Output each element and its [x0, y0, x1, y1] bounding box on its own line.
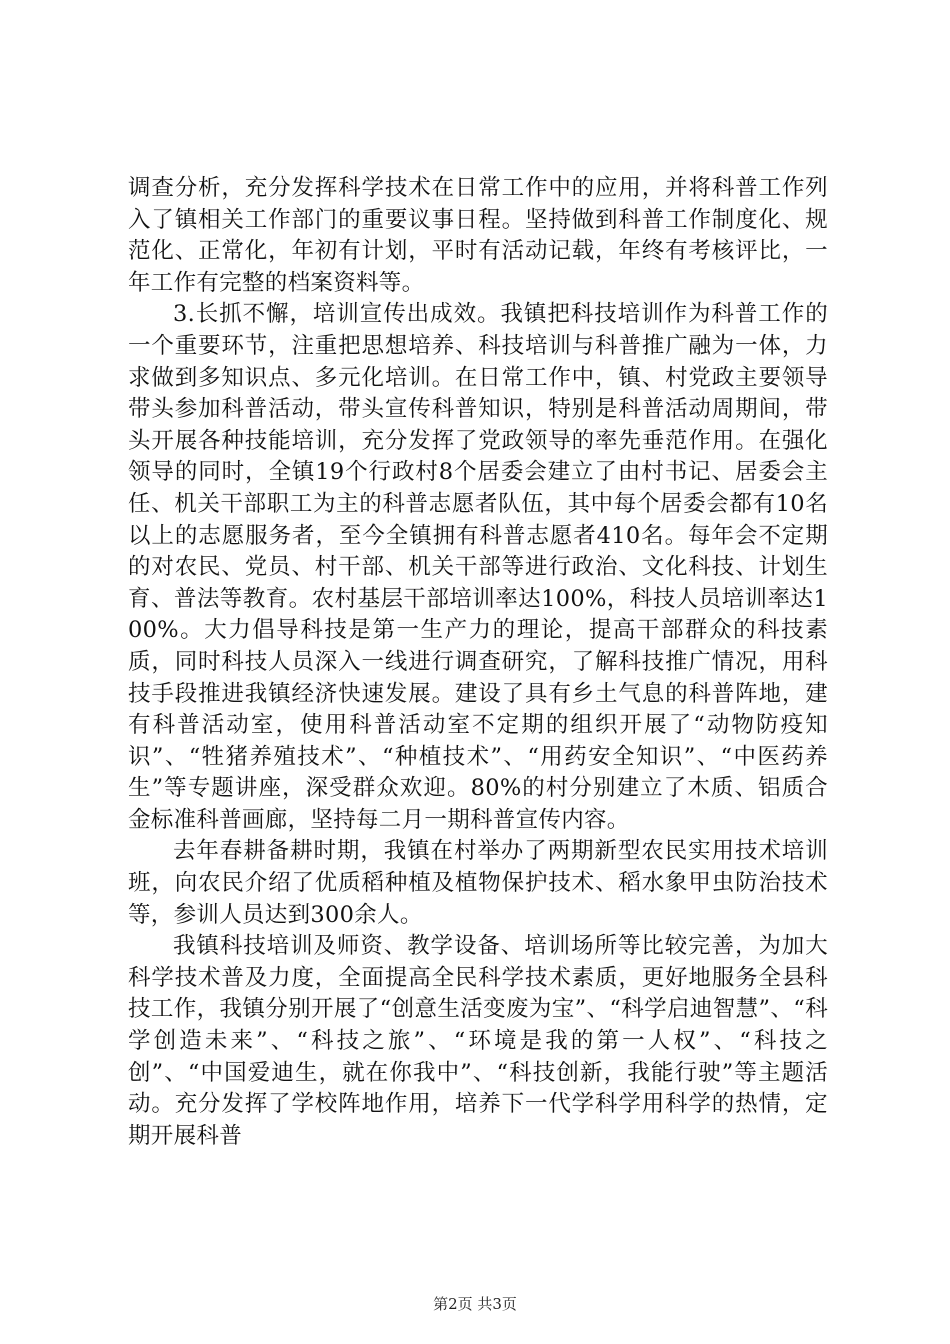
paragraph-4: 我镇科技培训及师资、教学设备、培训场所等比较完善，为加大科学技术普及力度，全面提高全民科学技术素质，更好地服务全县科技工作，我镇分别开展了“创意生活变废为宝”、“科学启迪智慧”、“科学创造未来”、“科技之旅”、“环境是我的第一人权”、“科技之创”、“中国爱迪生，就在你我中”、“科技创新，我能行驶”等主题活动。充分发挥了学校阵地作用，培养下一代学科学用科学的热情，定期开展科普 — [128, 933, 828, 1149]
paragraph-1: 调查分析，充分发挥科学技术在日常工作中的应用，并将科普工作列入了镇相关工作部门的重要议事日程。坚持做到科普工作制度化、规范化、正常化，年初有计划，平时有活动记载，年终有考核评比，一年工作有完整的档案资料等。 — [128, 175, 828, 296]
paragraph-3: 去年春耕备耕时期，我镇在村举办了两期新型农民实用技术培训班，向农民介绍了优质稻种植及植物保护技术、稻水象甲虫防治技术等，参训人员达到300余人。 — [128, 838, 828, 928]
document-body — [128, 173, 828, 1152]
page-number-footer: 第2页 共3页 — [433, 1295, 517, 1313]
paragraph-2: 3.长抓不懈，培训宣传出成效。我镇把科技培训作为科普工作的一个重要环节，注重把思想培养、科技培训与科普推广融为一体，力求做到多知识点、多元化培训。在日常工作中，镇、村党政主要领导带头参加科普活动，带头宣传科普知识，特别是科普活动周期间，带头开展各种技能培训，充分发挥了党政领导的率先垂范作用。在强化领导的同时，全镇19个行政村8个居委会建立了由村书记、居委会主任、机关干部职工为主的科普志愿者队伍，其中每个居委会都有10名以上的志愿服务者，至今全镇拥有科普志愿者410名。每年会不定期的对农民、党员、村干部、机关干部等进行政治、文化科技、计划生育、普法等教育。农村基层干部培训率达100%，科技人员培训率达100%。大力倡导科技是第一生产力的理论，提高干部群众的科技素质，同时科技人员深入一线进行调查研究，了解科技推广情况，用科技手段推进我镇经济快速发展。建设了具有乡土气息的科普阵地，建有科普活动室，使用科普活动室不定期的组织开展了“动物防疫知识”、“牲猪养殖技术”、“种植技术”、“用药安全知识”、“中医药养生”等专题讲座，深受群众欢迎。80%的村分别建立了木质、铝质合金标准科普画廊，坚持每二月一期科普宣传内容。 — [128, 301, 828, 833]
